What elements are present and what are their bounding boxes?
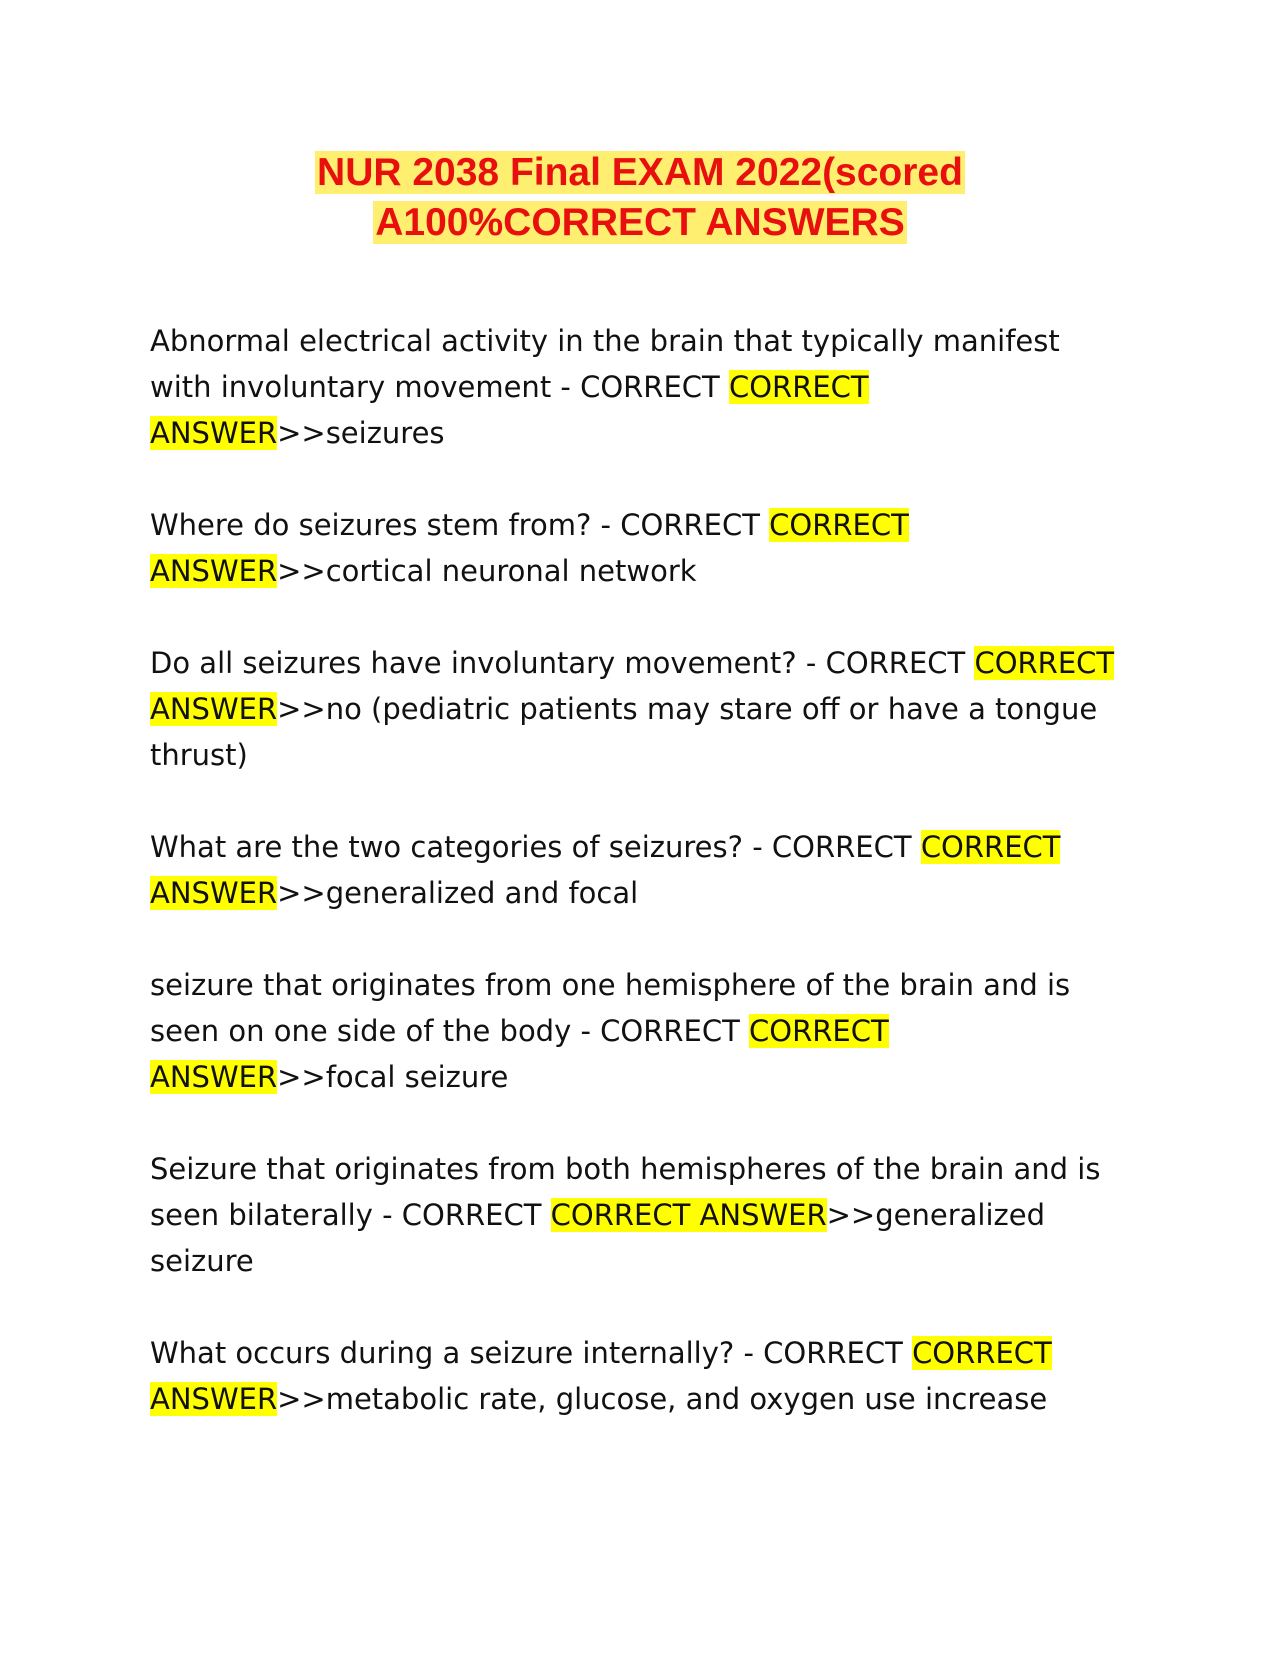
highlighted-answer-label: CORRECT ANSWER: [150, 370, 869, 450]
question-text: Abnormal electrical activity in the brain that typically manifest with involuntary movement - CORRECT: [150, 324, 1060, 404]
qa-item-5: [150, 962, 1130, 1100]
title-line-1: NUR 2038 Final EXAM 2022(scored: [317, 151, 963, 194]
question-text: Do all seizures have involuntary movement? - CORRECT: [150, 646, 975, 680]
question-text: Where do seizures stem from? - CORRECT: [150, 508, 770, 542]
highlighted-answer-label: CORRECT ANSWER: [150, 1014, 889, 1094]
answer-text: >>seizures: [277, 416, 445, 450]
qa-item-6: [150, 1146, 1130, 1284]
question-text: Seizure that originates from both hemispheres of the brain and is seen bilaterally - CORRECT: [150, 1152, 1101, 1232]
title-line-2: A100%CORRECT ANSWERS: [375, 201, 905, 244]
question-text: seizure that originates from one hemisphere of the brain and is seen on one side of the body - CORRECT: [150, 968, 1071, 1048]
answer-text: >>cortical neuronal network: [277, 554, 697, 588]
question-text: What occurs during a seizure internally? - CORRECT: [150, 1336, 913, 1370]
highlighted-answer-label: CORRECT ANSWER: [150, 646, 1115, 726]
highlighted-answer-label: CORRECT ANSWER: [550, 1198, 827, 1232]
answer-text: >>generalized and focal: [277, 876, 639, 910]
qa-item-1: [150, 318, 1130, 456]
question-text: What are the two categories of seizures? - CORRECT: [150, 830, 921, 864]
qa-item-2: [150, 502, 1130, 594]
qa-list: [150, 318, 1130, 1468]
highlighted-answer-label: CORRECT ANSWER: [150, 1336, 1052, 1416]
highlighted-answer-label: CORRECT ANSWER: [150, 830, 1061, 910]
answer-text: >>focal seizure: [277, 1060, 509, 1094]
highlighted-answer-label: CORRECT ANSWER: [150, 508, 909, 588]
qa-item-4: [150, 824, 1130, 916]
qa-item-3: [150, 640, 1130, 778]
page-title: [0, 148, 1280, 248]
answer-text: >>no (pediatric patients may stare off or have a tongue thrust): [150, 692, 1098, 772]
answer-text: >>generalized seizure: [150, 1198, 1045, 1278]
answer-text: >>metabolic rate, glucose, and oxygen use increase: [277, 1382, 1048, 1416]
qa-item-7: [150, 1330, 1130, 1422]
